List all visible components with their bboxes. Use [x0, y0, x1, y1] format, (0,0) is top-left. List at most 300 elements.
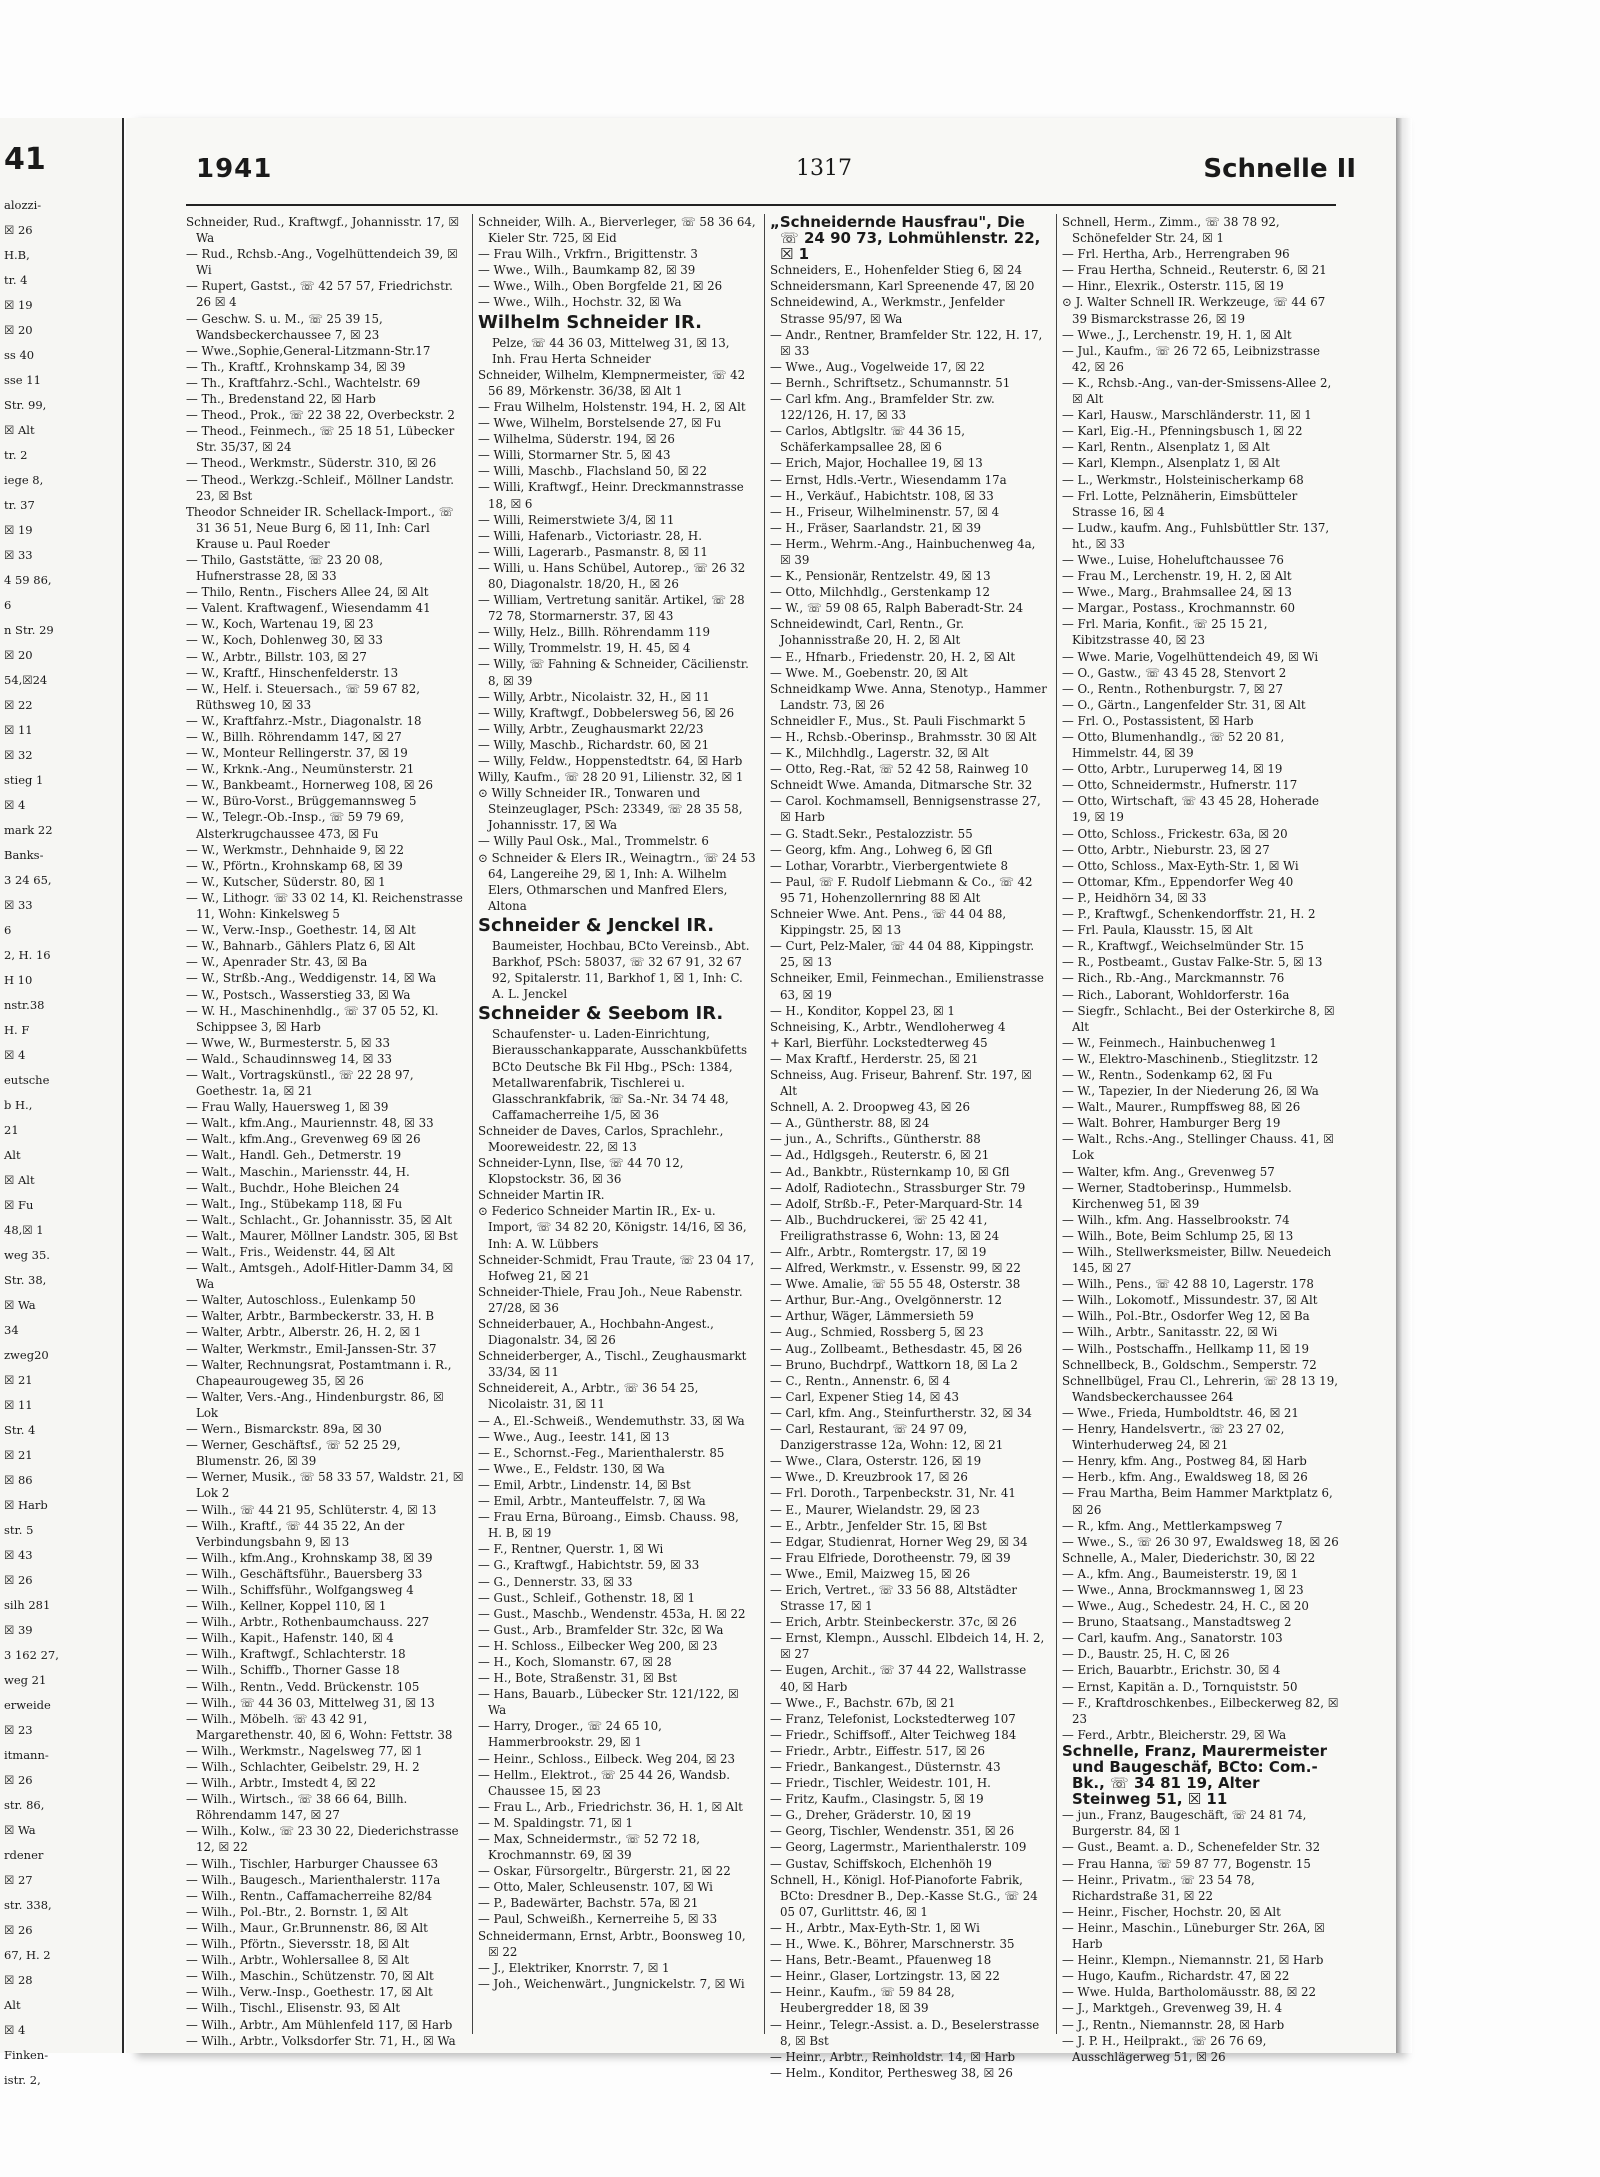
column-4 — [1062, 214, 1340, 2064]
directory-entry: — K., Milchhdlg., Lagerstr. 32, ☒ Alt — [770, 746, 989, 761]
directory-entry: — Walter, Werkmstr., Emil-Janssen-Str. 37 — [186, 1341, 437, 1356]
directory-entry: — Carol. Kochmamsell, Bennigsenstrasse 27, ☒ Harb — [770, 794, 1041, 825]
directory-entry: — Margar., Postass., Krochmannstr. 60 — [1062, 601, 1296, 616]
firm-advertisement-text: Pelze, ☏ 44 36 03, Mittelweg 31, ☒ 13, Inh. Frau Herta Schneider — [492, 335, 730, 366]
directory-entry: — Andr., Rentner, Bramfelder Str. 122, H. 17, ☒ 33 — [770, 327, 1043, 358]
directory-entry: Schneidler F., Mus., St. Pauli Fischmarkt 5 — [770, 713, 1026, 728]
directory-entry: — W., Strßb.-Ang., Weddigenstr. 14, ☒ Wa — [186, 971, 437, 986]
directory-entry: — F., Rentner, Querstr. 1, ☒ Wi — [478, 1542, 664, 1557]
directory-entry: — P., Kraftwgf., Schenkendorffstr. 21, H. 2 — [1062, 907, 1316, 922]
directory-entry: — W., Feinmech., Hainbuchenweg 1 — [1062, 1035, 1277, 1050]
directory-entry: — Wwe. Amalie, ☏ 55 55 48, Osterstr. 38 — [770, 1277, 1021, 1292]
directory-entry: — Theod., Werkmstr., Süderstr. 310, ☒ 26 — [186, 456, 437, 471]
directory-entry: — Heinr., Klempn., Niemannstr. 21, ☒ Harb — [1062, 1953, 1324, 1968]
left-page-text-fragment: Alt — [4, 1998, 21, 2012]
directory-entry: — Siegfr., Schlacht., Bei der Osterkirche 8, ☒ Alt — [1062, 1003, 1335, 1034]
directory-entry: — Karl, Rentn., Alsenplatz 1, ☒ Alt — [1062, 440, 1270, 455]
directory-entry: — O., Rentn., Rothenburgstr. 7, ☒ 27 — [1062, 681, 1284, 696]
directory-entry: — Wilh., Maur., Gr.Brunnenstr. 86, ☒ Alt — [186, 1920, 428, 1935]
left-page-text-fragment: ☒ 4 — [4, 2023, 26, 2037]
directory-entry: — Carl, kfm. Ang., Steinfurtherstr. 32, ☒ 34 — [770, 1405, 1032, 1420]
directory-entry: Schneidereit, A., Arbtr., ☏ 36 54 25, Nicolaistr. 31, ☒ 11 — [478, 1381, 699, 1412]
directory-entry: — Erich, Bauarbtr., Erichstr. 30, ☒ 4 — [1062, 1663, 1281, 1678]
directory-entry: — Wwe, Wilhelm, Borstelsende 27, ☒ Fu — [478, 416, 722, 431]
left-page-text-fragment: 6 — [4, 923, 12, 937]
directory-entry: — Gust., Schleif., Gothenstr. 18, ☒ 1 — [478, 1590, 696, 1605]
directory-entry: — H., Rchsb.-Oberinsp., Brahmsstr. 30 ☒ Alt — [770, 730, 1037, 744]
firm-advertisement-heading: Wilhelm Schneider IR. — [478, 311, 703, 333]
directory-entry: — Arthur, Wäger, Lämmersieth 59 — [770, 1309, 974, 1324]
directory-entry: — Eugen, Archit., ☏ 37 44 22, Wallstrasse 40, ☒ Harb — [770, 1663, 1027, 1694]
directory-entry: Schnell, A. 2. Droopweg 43, ☒ 26 — [770, 1100, 971, 1115]
directory-entry: — Wwe., Aug., Vogelweide 17, ☒ 22 — [770, 359, 985, 374]
column-3 — [770, 213, 1048, 2080]
left-page-text-fragment: Str. 99, — [4, 398, 47, 412]
directory-entry: — R., kfm. Ang., Mettlerkampsweg 7 — [1062, 1518, 1283, 1533]
directory-entry: — Franz, Telefonist, Lockstedterweg 107 — [770, 1711, 1016, 1726]
directory-entry: — Arthur, Bur.-Ang., Ovelgönnerstr. 12 — [770, 1293, 1002, 1308]
directory-entry: — Hans, Bauarb., Lübecker Str. 121/122, ☒ Wa — [478, 1687, 739, 1718]
directory-entry: — Ludw., kaufm. Ang., Fuhlsbüttler Str. 137, ht., ☒ 33 — [1062, 520, 1330, 551]
directory-entry: — Wald., Schaudinnsweg 14, ☒ 33 — [186, 1051, 392, 1066]
directory-entry: — H., Konditor, Koppel 23, ☒ 1 — [770, 1003, 955, 1018]
directory-entry: — Wilh., Geschäftsführ., Bauersberg 33 — [186, 1566, 423, 1581]
directory-entry: — W. H., Maschinenhdlg., ☏ 37 05 52, Kl. Schippsee 3, ☒ Harb — [186, 1003, 439, 1034]
directory-entry: — Alfred, Werkmstr., v. Essenstr. 99, ☒ 22 — [770, 1261, 1021, 1276]
directory-entry: — W., Apenrader Str. 43, ☒ Ba — [186, 955, 368, 970]
directory-entry: — W., Lithogr. ☏ 33 02 14, Kl. Reichenstrasse 11, Wohn: Kinkelsweg 5 — [186, 890, 463, 922]
directory-entry: — Erich, Arbtr. Steinbeckerstr. 37c, ☒ 26 — [770, 1615, 1017, 1630]
page-edge-shadow — [1396, 118, 1412, 2053]
directory-entry: — M. Spaldingstr. 71, ☒ 1 — [478, 1815, 634, 1830]
directory-entry: Schneidewindt, Carl, Rentn., Gr. Johannisstraße 20, H. 2, ☒ Alt — [770, 617, 964, 648]
directory-entry: — Karl, Klempn., Alsenplatz 1, ☒ Alt — [1062, 456, 1280, 471]
directory-entry: — Wilh., Schiffb., Thorner Gasse 18 — [186, 1663, 400, 1678]
left-page-text-fragment: Str. 38, — [4, 1273, 47, 1287]
directory-entry: — Wilh., Kraftf., ☏ 44 35 22, An der Verbindungsbahn 9, ☒ 13 — [186, 1518, 405, 1549]
directory-entry: — Frau Erna, Büroang., Eimsb. Chauss. 98, H. B, ☒ 19 — [478, 1510, 739, 1541]
directory-entry: — Wilh., Kraftwgf., Schlachterstr. 18 — [186, 1647, 406, 1662]
directory-entry: — P., Heidhörn 34, ☒ 33 — [1062, 890, 1207, 905]
firm-advertisement-heading: Schneider & Seebom IR. — [478, 1003, 724, 1025]
directory-entry: — Wwe. Marie, Vogelhüttendeich 49, ☒ Wi — [1062, 649, 1319, 664]
directory-entry: — Curt, Pelz-Maler, ☏ 44 04 88, Kippingstr. 25, ☒ 13 — [770, 939, 1035, 970]
directory-entry: — Willi, Maschb., Flachsland 50, ☒ 22 — [478, 464, 708, 479]
directory-entry: — Gust., Beamt. a. D., Schenefelder Str. 32 — [1062, 1840, 1321, 1855]
left-page-text-fragment: sse 11 — [4, 373, 41, 387]
directory-entry: — Wilh., Pförtn., Sieversstr. 18, ☒ Alt — [186, 1937, 410, 1952]
directory-entry: — Georg, Lagermstr., Marienthalerstr. 109 — [770, 1840, 1027, 1855]
directory-entry: — Rich., Laborant, Wohldorferstr. 16a — [1062, 987, 1290, 1002]
directory-entry: Willy, Kaufm., ☏ 28 20 91, Lilienstr. 32, ☒ 1 — [478, 770, 744, 785]
directory-entry: — Wilh., Schiffsführ., Wolfgangsweg 4 — [186, 1582, 414, 1597]
directory-entry: — Carl, kaufm. Ang., Sanatorstr. 103 — [1062, 1631, 1283, 1646]
directory-entry: — Willi, u. Hans Schübel, Autorep., ☏ 26 32 80, Diagonalstr. 18/20, H., ☒ 26 — [478, 560, 746, 591]
directory-entry: — Wwe., S., ☏ 26 30 97, Ewaldsweg 18, ☒ 26 — [1062, 1534, 1339, 1549]
directory-entry: — Walt., Maurer, Möllner Landstr. 305, ☒ Bst — [186, 1228, 458, 1243]
directory-entry: — Th., Kraftfahrz.-Schl., Wachtelstr. 69 — [186, 375, 421, 390]
left-page-text-fragment: 3 162 27, — [4, 1648, 59, 1662]
directory-entry: — A., El.-Schweiß., Wendemuthstr. 33, ☒ Wa — [478, 1413, 745, 1428]
directory-entry: — J., Marktgeh., Grevenweg 39, H. 4 — [1062, 2001, 1283, 2016]
directory-entry: — Wilh., Arbtr., Volksdorfer Str. 71, H., ☒ Wa — [186, 2033, 456, 2048]
directory-entry: — Otto, Reg.-Rat, ☏ 52 42 58, Rainweg 10 — [770, 762, 1029, 777]
directory-entry: — Jul., Kaufm., ☏ 26 72 65, Leibnizstrasse 42, ☒ 26 — [1062, 343, 1320, 374]
directory-entry: — Willi, Lagerarb., Pasmanstr. 8, ☒ 11 — [478, 544, 708, 559]
directory-entry: Schnelle, Franz, Maurermeister und Baugeschäf, BCto: Com.-Bk., ☏ 34 81 19, Alter Steinweg 51, ☒ 11 — [1062, 1741, 1328, 1809]
directory-entry: — W., Büro-Vorst., Brüggemannsweg 5 — [186, 794, 417, 809]
directory-entry: — Wilh., Maschin., Schützenstr. 70, ☒ Alt — [186, 1969, 434, 1984]
page-year: 1941 — [196, 154, 273, 184]
left-page-text-fragment: itmann- — [4, 1748, 49, 1762]
left-page-text-fragment: 54,☒24 — [4, 673, 48, 687]
directory-entry: — Ernst, Hdls.-Vertr., Wiesendamm 17a — [770, 472, 1007, 487]
directory-entry: — Walt., Fris., Weidenstr. 44, ☒ Alt — [186, 1245, 395, 1259]
directory-entry: Schneider, Wilhelm, Klempnermeister, ☏ 42 56 89, Mörkenstr. 36/38, ☒ Alt 1 — [478, 367, 746, 398]
directory-entry: — Wilh., Werkmstr., Nagelsweg 77, ☒ 1 — [186, 1743, 423, 1758]
left-page-text-fragment: zweg20 — [4, 1348, 49, 1362]
directory-entry: — Wilh., Rentn., Caffamacherreihe 82/84 — [186, 1888, 433, 1903]
directory-entry: — E., Schornst.-Feg., Marienthalerstr. 85 — [478, 1445, 725, 1460]
left-page-text-fragment: 21 — [4, 1123, 19, 1137]
directory-entry: — Max, Schneidermstr., ☏ 52 72 18, Krochmannstr. 69, ☒ 39 — [478, 1832, 700, 1863]
directory-entry: Schneiker, Emil, Feinmechan., Emilienstrasse 63, ☒ 19 — [770, 971, 1044, 1002]
directory-entry: — Ottomar, Kfm., Eppendorfer Weg 40 — [1062, 874, 1294, 889]
directory-entry: — Frl. Hertha, Arb., Herrengraben 96 — [1062, 247, 1290, 262]
directory-entry: — Frl. Doroth., Tarpenbeckstr. 31, Nr. 41 — [770, 1486, 1016, 1501]
left-page-text-fragment: alozzi- — [4, 198, 42, 212]
left-page-text-fragment: 3 24 65, — [4, 873, 52, 887]
directory-entry: — Willy, Helz., Billh. Röhrendamm 119 — [478, 625, 710, 640]
directory-entry: — W., Helf. i. Steuersach., ☏ 59 67 82, Rüthsweg 10, ☒ 33 — [186, 681, 420, 712]
left-page-text-fragment: str. 5 — [4, 1523, 34, 1537]
directory-entry: ⊙ J. Walter Schnell IR. Werkzeuge, ☏ 44 67 39 Bismarckstrasse 26, ☒ 19 — [1062, 295, 1326, 326]
directory-entry: — Erich, Major, Hochallee 19, ☒ 13 — [770, 456, 983, 471]
directory-entry: — Bruno, Buchdrpf., Wattkorn 18, ☒ La 2 — [770, 1357, 1018, 1372]
directory-entry: — Th., Bredenstand 22, ☒ Harb — [186, 392, 376, 407]
directory-entry: — Valent. Kraftwagenf., Wiesendamm 41 — [186, 601, 431, 616]
directory-entry: — Wwe., Aug., Ieestr. 141, ☒ 13 — [478, 1429, 670, 1444]
directory-entry: — Walt., Amtsgeh., Adolf-Hitler-Damm 34, ☒ Wa — [186, 1261, 454, 1292]
directory-entry: — Alb., Buchdruckerei, ☏ 25 42 41, Freiligrathstrasse 6, Wohn: 13, ☒ 24 — [770, 1212, 1000, 1243]
directory-entry: — Walter, Arbtr., Alberstr. 26, H. 2, ☒ 1 — [186, 1325, 422, 1340]
directory-entry: — Frau Wally, Hauersweg 1, ☒ 39 — [186, 1100, 389, 1115]
left-page-text-fragment: ☒ 33 — [4, 898, 33, 912]
directory-entry: — Werner, Musik., ☏ 58 33 57, Waldstr. 21, ☒ Lok 2 — [186, 1470, 464, 1501]
directory-entry: — P., Badewärter, Bachstr. 57a, ☒ 21 — [478, 1896, 699, 1911]
directory-entry: Schnell, Herm., Zimm., ☏ 38 78 92, Schönefelder Str. 24, ☒ 1 — [1062, 215, 1280, 246]
directory-entry: — E., Maurer, Wielandstr. 29, ☒ 23 — [770, 1502, 980, 1517]
directory-entry: Schneiss, Aug. Friseur, Bahrenf. Str. 197, ☒ Alt — [770, 1067, 1032, 1099]
directory-entry: — Friedr., Arbtr., Eiffestr. 517, ☒ 26 — [770, 1743, 986, 1758]
directory-entry: — W., Verw.-Insp., Goethestr. 14, ☒ Alt — [186, 923, 416, 938]
left-page-text-fragment: Finken- — [4, 2048, 49, 2062]
column-2 — [478, 214, 756, 2034]
directory-entry: — Walter, Vers.-Ang., Hindenburgstr. 86, ☒ Lok — [186, 1389, 444, 1420]
left-page-text-fragment: ☒ 26 — [4, 1923, 33, 1937]
directory-entry: — Carl, Expener Stieg 14, ☒ 43 — [770, 1389, 960, 1404]
directory-entry: Schnell, H., Königl. Hof-Pianoforte Fabrik, BCto: Dresdner B., Dep.-Kasse St.G., ☏ 24 05 07, Gurlittstr. 46, ☒ 1 — [770, 1872, 1038, 1919]
directory-entry: — Rich., Rb.-Ang., Marckmannstr. 76 — [1062, 971, 1285, 986]
directory-entry: — Oskar, Fürsorgeltr., Bürgerstr. 21, ☒ 22 — [478, 1864, 731, 1879]
directory-entry: — Georg, kfm. Ang., Lohweg 6, ☒ Gfl — [770, 842, 993, 857]
directory-entry: — Walt., kfm.Ang., Grevenweg 69 ☒ 26 — [186, 1132, 421, 1147]
directory-entry: — Otto, Maler, Schleusenstr. 107, ☒ Wi — [478, 1880, 713, 1895]
firm-advertisement-heading: Schneider & Jenckel IR. — [478, 914, 715, 936]
directory-entry: — Theod., Werkzg.-Schleif., Möllner Landstr. 23, ☒ Bst — [186, 472, 454, 503]
directory-entry: — Gustav, Schiffskoch, Elchenhöh 19 — [770, 1856, 992, 1871]
directory-entry: Schneider-Schmidt, Frau Traute, ☏ 23 04 17, Hofweg 21, ☒ 21 — [478, 1252, 755, 1283]
directory-entry: — Gust., Arb., Bramfelder Str. 32c, ☒ Wa — [478, 1622, 724, 1637]
directory-entry: — W., Kraftfahrz.-Mstr., Diagonalstr. 18 — [186, 713, 422, 728]
directory-entry: — Bruno, Staatsang., Manstadtsweg 2 — [1062, 1615, 1292, 1630]
directory-entry: — Frau Hanna, ☏ 59 87 77, Bogenstr. 15 — [1062, 1856, 1311, 1871]
directory-entry: — Wilh., Verw.-Insp., Goethestr. 17, ☒ Alt — [186, 1985, 433, 2000]
directory-entry: Schneider de Daves, Carlos, Sprachlehr., Mooreweidestr. 22, ☒ 13 — [478, 1123, 724, 1154]
columns — [186, 213, 1339, 2080]
column-divider — [1056, 214, 1057, 2034]
directory-entry: — Wwe., Luise, Hoheluftchaussee 76 — [1062, 552, 1284, 567]
directory-entry: — Willy, Arbtr., Zeughausmarkt 22/23 — [478, 721, 704, 736]
directory-entry: — C., Rentn., Annenstr. 6, ☒ 4 — [770, 1373, 951, 1388]
directory-entry: — Wwe.,Sophie,General-Litzmann-Str.17 — [186, 343, 431, 358]
directory-entry: — Theod., Prok., ☏ 22 38 22, Overbeckstr. 2 — [186, 408, 455, 423]
directory-entry: — Frau M., Lerchenstr. 19, H. 2, ☒ Alt — [1062, 569, 1292, 584]
header-rule — [186, 204, 1336, 206]
directory-entry: — jun., A., Schrifts., Güntherstr. 88 — [770, 1132, 981, 1147]
directory-entry: — Hans, Betr.-Beamt., Pfauenweg 18 — [770, 1953, 992, 1968]
directory-entry: — Walt. Bohrer, Hamburger Berg 19 — [1062, 1116, 1281, 1131]
directory-entry: — Willy, Maschb., Richardstr. 60, ☒ 21 — [478, 737, 710, 752]
directory-entry: — Hinr., Elexrik., Osterstr. 115, ☒ 19 — [1062, 279, 1284, 294]
directory-entry: Schneider-Thiele, Frau Joh., Neue Rabenstr. 27/28, ☒ 36 — [478, 1284, 743, 1315]
directory-entry: — O., Gastw., ☏ 43 45 28, Stenvort 2 — [1062, 665, 1287, 680]
left-page-text-fragment: ☒ 20 — [4, 323, 33, 337]
left-page-text-fragment: ☒ Fu — [4, 1198, 34, 1212]
directory-entry: — W., Rentn., Sodenkamp 62, ☒ Fu — [1062, 1067, 1273, 1082]
left-page-text-fragment: ☒ 11 — [4, 1398, 33, 1412]
column-divider — [472, 214, 473, 2034]
directory-entry: — O., Gärtn., Langenfelder Str. 31, ☒ Alt — [1062, 697, 1306, 712]
directory-entry: — H. Schloss., Eilbecker Weg 200, ☒ 23 — [478, 1638, 718, 1653]
directory-entry: — H., Friseur, Wilhelminenstr. 57, ☒ 4 — [770, 504, 1000, 519]
directory-entry: — Adolf, Strßb.-F., Peter-Marquard-Str. 14 — [770, 1196, 1023, 1211]
directory-entry: — Wilh., ☏ 44 36 03, Mittelweg 31, ☒ 13 — [186, 1695, 435, 1710]
left-page-text-fragment: ☒ Wa — [4, 1298, 36, 1312]
directory-entry: — Heinr., Kaufm., ☏ 59 84 28, Heubergredder 18, ☒ 39 — [770, 1985, 955, 2016]
directory-entry: — Frau Elfriede, Dorotheenstr. 79, ☒ 39 — [770, 1550, 1011, 1565]
column-1 — [186, 214, 464, 2048]
directory-entry: — Wilh., Pens., ☏ 42 88 10, Lagerstr. 178 — [1062, 1277, 1314, 1292]
directory-entry: — Frau Martha, Beim Hammer Marktplatz 6, ☒ 26 — [1062, 1486, 1333, 1517]
directory-entry: — Ad., Hdlgsgeh., Reuterstr. 6, ☒ 21 — [770, 1148, 990, 1163]
left-page-text-fragment: 2, H. 16 — [4, 948, 51, 962]
directory-entry: — H., Bote, Straßenstr. 31, ☒ Bst — [478, 1671, 677, 1686]
directory-entry: — Heinr., Privatm., ☏ 23 54 78, Richardstraße 31, ☒ 22 — [1062, 1872, 1255, 1903]
directory-entry: — Wilh., ☏ 44 21 95, Schlüterstr. 4, ☒ 13 — [186, 1502, 437, 1517]
directory-entry: — H., Fräser, Saarlandstr. 21, ☒ 39 — [770, 520, 982, 535]
directory-entry: — Harry, Droger., ☏ 24 65 10, Hammerbrookstr. 29, ☒ 1 — [478, 1719, 662, 1750]
left-page-text-fragment: iege 8, — [4, 473, 44, 487]
directory-entry: — Otto, Schneidermstr., Hufnerstr. 117 — [1062, 778, 1298, 793]
directory-entry: — E., Arbtr., Jenfelder Str. 15, ☒ Bst — [770, 1518, 987, 1533]
directory-entry: — Ad., Bankbtr., Rüsternkamp 10, ☒ Gfl — [770, 1164, 1010, 1179]
directory-entry: — Wilh., Tischler, Harburger Chaussee 63 — [186, 1856, 439, 1871]
left-page-text-fragment: 67, H. 2 — [4, 1948, 51, 1962]
directory-entry: — W., Postsch., Wasserstieg 33, ☒ Wa — [186, 987, 411, 1002]
left-page-text-fragment: silh 281 — [4, 1598, 51, 1612]
directory-entry: — Heinr., Fischer, Hochstr. 20, ☒ Alt — [1062, 1904, 1281, 1919]
directory-entry: — Paul, Schweißh., Kernerreihe 5, ☒ 33 — [478, 1912, 718, 1927]
left-page-text-fragment: Str. 4 — [4, 1423, 36, 1437]
directory-entry: — Helm., Konditor, Perthesweg 38, ☒ 26 — [770, 2065, 1013, 2080]
directory-entry: — J., Rentn., Niemannstr. 28, ☒ Harb — [1062, 2017, 1285, 2032]
directory-entry: — W., Werkmstr., Dehnhaide 9, ☒ 22 — [186, 842, 405, 857]
directory-entry: — Willi, Hafenarb., Victoriastr. 28, H. — [478, 528, 702, 543]
directory-entry: — Willy, Kraftwgf., Dobbelersweg 56, ☒ 26 — [478, 705, 735, 720]
directory-entry: Schneiderberger, A., Tischl., Zeughausmarkt 33/34, ☒ 11 — [478, 1349, 747, 1380]
directory-entry: — Wwe. Hulda, Bartholomäusstr. 88, ☒ 22 — [1062, 1985, 1317, 2000]
directory-entry: — Heinr., Telegr.-Assist. a. D., Beselerstrasse 8, ☒ Bst — [770, 2017, 1040, 2048]
directory-entry: — Georg, Tischler, Wendenstr. 351, ☒ 26 — [770, 1824, 1015, 1839]
directory-entry: — Willy, Arbtr., Nicolaistr. 32, H., ☒ 11 — [478, 689, 710, 704]
column-divider — [764, 214, 765, 2034]
directory-entry: — Otto, Blumenhandlg., ☏ 52 20 81, Himmelstr. 44, ☒ 39 — [1062, 730, 1285, 761]
directory-entry: — Walt., Buchdr., Hohe Bleichen 24 — [186, 1180, 400, 1195]
directory-entry: — Henry, Handelsvertr., ☏ 23 27 02, Winterhuderweg 24, ☒ 21 — [1062, 1422, 1285, 1453]
directory-entry: — jun., Franz, Baugeschäft, ☏ 24 81 74, Burgerstr. 84, ☒ 1 — [1062, 1808, 1307, 1839]
directory-entry: — Alfr., Arbtr., Romtergstr. 17, ☒ 19 — [770, 1245, 987, 1259]
left-page-text-fragment: 6 — [4, 598, 12, 612]
directory-entry: Schnellbügel, Frau Cl., Lehrerin, ☏ 28 13 19, Wandsbeckerchaussee 264 — [1062, 1373, 1338, 1404]
directory-entry: — Frau Hertha, Schneid., Reuterstr. 6, ☒ 21 — [1062, 263, 1327, 278]
directory-entry: — Friedr., Schiffsoff., Alter Teichweg 184 — [770, 1727, 1017, 1742]
directory-entry: — Wilh., Tischl., Elisenstr. 93, ☒ Alt — [186, 2001, 401, 2016]
left-page-text-fragment: nstr.38 — [4, 998, 45, 1012]
left-page-text-fragment: ☒ 86 — [4, 1473, 33, 1487]
left-page-text-fragment: 48,☒ 1 — [4, 1223, 44, 1237]
directory-entry: — J., Elektriker, Knorrstr. 7, ☒ 1 — [478, 1960, 670, 1975]
running-head: Schnelle II — [1203, 154, 1356, 184]
left-page-text-fragment: ☒ 32 — [4, 748, 33, 762]
left-page-text-fragment: 34 — [4, 1323, 19, 1337]
directory-entry: — Wwe, W., Burmesterstr. 5, ☒ 33 — [186, 1035, 391, 1050]
directory-entry: Schneising, K., Arbtr., Wendloherweg 4 — [770, 1019, 1006, 1034]
directory-entry: — Rupert, Gastst., ☏ 42 57 57, Friedrichstr. 26 ☒ 4 — [186, 279, 453, 310]
left-page-text-fragment: ☒ 43 — [4, 1548, 33, 1562]
directory-entry: — Walter, kfm. Ang., Grevenweg 57 — [1062, 1164, 1275, 1179]
directory-entry: — Heinr., Maschin., Lüneburger Str. 26A, ☒ Harb — [1062, 1920, 1325, 1952]
directory-entry: — William, Vertretung sanitär. Artikel, ☏ 28 72 78, Stormarnerstr. 37, ☒ 43 — [478, 593, 745, 624]
directory-entry: — Herb., kfm. Ang., Ewaldsweg 18, ☒ 26 — [1062, 1470, 1308, 1485]
directory-entry: — A., kfm. Ang., Baumeisterstr. 19, ☒ 1 — [1062, 1566, 1299, 1581]
directory-entry: ⊙ Federico Schneider Martin IR., Ex- u. Import, ☏ 34 82 20, Königstr. 14/16, ☒ 36, Inh: A. W. Lübbers — [478, 1204, 747, 1251]
firm-advertisement-text: Schaufenster- u. Laden-Einrichtung, Bierausschankapparate, Ausschankbüfetts BCto Deutsche Bk Fil Hbg., PSch: 1384, Metallwarenfabrik, Tischlerei u. Glasschrankfabrik, ☏ Sa.-Nr. 34 74 48, Caffamacherreihe 1/5, ☒ 36 — [492, 1027, 748, 1122]
directory-entry: — Willy, Feldw., Hoppenstedtstr. 64, ☒ Harb — [478, 754, 743, 768]
left-page-text-fragment: ☒ Alt — [4, 1173, 35, 1187]
directory-entry: — Wern., Bismarckstr. 89a, ☒ 30 — [186, 1422, 382, 1437]
directory-entry: — Otto, Arbtr., Nieburstr. 23, ☒ 27 — [1062, 842, 1270, 857]
left-page-text-fragment: ☒ 26 — [4, 1773, 33, 1787]
directory-entry: — H., Verkäuf., Habichtstr. 108, ☒ 33 — [770, 488, 994, 503]
directory-entry: — Otto, Schloss., Frickestr. 63a, ☒ 20 — [1062, 826, 1288, 841]
directory-entry: — Willi, Stormarner Str. 5, ☒ 43 — [478, 448, 671, 463]
directory-entry: — Willy, Trommelstr. 19, H. 45, ☒ 4 — [478, 641, 691, 656]
directory-entry: — W., Telegr.-Ob.-Insp., ☏ 59 79 69, Alsterkrugchaussee 473, ☒ Fu — [186, 810, 405, 841]
directory-entry: — Wilh., Rentn., Vedd. Brückenstr. 105 — [186, 1679, 420, 1694]
left-page-text-fragment: ☒ Harb — [4, 1498, 48, 1512]
directory-entry: — W., Tapezier, In der Niederung 26, ☒ Wa — [1062, 1084, 1319, 1099]
directory-entry: — Wwe., Wilh., Baumkamp 82, ☒ 39 — [478, 263, 696, 278]
directory-entry: — Walt., Maschin., Mariensstr. 44, H. — [186, 1164, 410, 1179]
left-page-text-fragment: ss 40 — [4, 348, 35, 362]
directory-entry: Schneidersmann, Karl Spreenende 47, ☒ 20 — [770, 279, 1035, 294]
directory-entry: — Wwe., Marg., Brahmsallee 24, ☒ 13 — [1062, 585, 1292, 600]
directory-entry: — Wilh., Arbtr., Rothenbaumchauss. 227 — [186, 1615, 430, 1630]
directory-entry: — Frau Wilhelm, Holstenstr. 194, H. 2, ☒ Alt — [478, 399, 746, 414]
directory-entry: — Aug., Zollbeamt., Bethesdastr. 45, ☒ 26 — [770, 1341, 1023, 1356]
directory-entry: — Wilh., Kapit., Hafenstr. 140, ☒ 4 — [186, 1631, 394, 1646]
directory-entry: — D., Baustr. 25, H. C, ☒ 26 — [1062, 1647, 1230, 1662]
directory-entry: — Bernh., Schriftsetz., Schumannstr. 51 — [770, 375, 1011, 390]
directory-entry: — Wwe., Aug., Schedestr. 24, H. C., ☒ 20 — [1062, 1599, 1309, 1614]
directory-entry: — Geschw. S. u. M., ☏ 25 39 15, Wandsbeckerchaussee 7, ☒ 23 — [186, 311, 383, 342]
directory-entry: — Wilhelma, Süderstr. 194, ☒ 26 — [478, 432, 675, 447]
directory-entry: — Herm., Wehrm.-Ang., Hainbuchenweg 4a, ☒ 39 — [770, 536, 1036, 567]
left-page-text-fragment: istr. 2, — [4, 2073, 41, 2087]
directory-entry: — Frau L., Arb., Friedrichstr. 36, H. 1, ☒ Alt — [478, 1799, 743, 1814]
left-page-text-fragment: ☒ 21 — [4, 1448, 33, 1462]
directory-entry: — H., Wwe. K., Böhrer, Marschnerstr. 35 — [770, 1937, 1015, 1952]
directory-entry: „Schneidernde Hausfrau", Die ☏ 24 90 73, Lohmühlenstr. 22, ☒ 1 — [770, 213, 1041, 264]
directory-entry: Schneider-Lynn, Ilse, ☏ 44 70 12, Klopstockstr. 36, ☒ 36 — [478, 1156, 684, 1187]
directory-entry: — W., Pförtn., Krohnskamp 68, ☒ 39 — [186, 858, 403, 873]
directory-entry: — Fritz, Kaufm., Clasingstr. 5, ☒ 19 — [770, 1792, 984, 1807]
directory-entry: — L., Werkmstr., Holsteinischerkamp 68 — [1062, 472, 1304, 487]
directory-entry: — Walt., Rchs.-Ang., Stellinger Chauss. 41, ☒ Lok — [1062, 1132, 1334, 1163]
directory-entry: — K., Pensionär, Rentzelstr. 49, ☒ 13 — [770, 569, 991, 584]
directory-entry: — G., Kraftwgf., Habichtstr. 59, ☒ 33 — [478, 1558, 700, 1573]
left-page-text-fragment: ☒ 39 — [4, 1623, 33, 1637]
directory-entry: — Karl, Eig.-H., Pfenningsbusch 1, ☒ 22 — [1062, 424, 1303, 439]
directory-entry: — W., ☏ 59 08 65, Ralph Baberadt-Str. 24 — [770, 601, 1024, 616]
directory-entry: — Hellm., Elektrot., ☏ 25 44 26, Wandsb. Chaussee 15, ☒ 23 — [478, 1767, 730, 1798]
directory-entry: — Walt., Ing., Stübekamp 118, ☒ Fu — [186, 1196, 403, 1211]
directory-entry: — R., Kraftwgf., Weichselmünder Str. 15 — [1062, 939, 1305, 954]
directory-page — [126, 118, 1396, 2080]
directory-entry: — Max Kraftf., Herderstr. 25, ☒ 21 — [770, 1051, 979, 1066]
directory-entry: — E., Hfnarb., Friedenstr. 20, H. 2, ☒ Alt — [770, 649, 1016, 664]
left-page-text-fragment: ☒ 21 — [4, 1373, 33, 1387]
directory-entry: — Rud., Rchsb.-Ang., Vogelhüttendeich 39, ☒ Wi — [186, 247, 458, 278]
left-page-text-fragment: ☒ 19 — [4, 298, 33, 312]
directory-entry: ⊙ Schneider & Elers IR., Weinagtrn., ☏ 24 53 64, Langereihe 29, ☒ 1, Inh: A. Wilhelm Elers, Othmarschen und Manfred Elers, Altona — [478, 850, 756, 913]
directory-entry: — Emil, Arbtr., Lindenstr. 14, ☒ Bst — [478, 1477, 691, 1492]
directory-entry: — Wwe., Wilh., Oben Borgfelde 21, ☒ 26 — [478, 279, 723, 294]
directory-entry: — Wilh., Bote, Beim Schlump 25, ☒ 13 — [1062, 1228, 1294, 1243]
directory-entry: — Wwe. M., Goebenstr. 20, ☒ Alt — [770, 665, 968, 680]
left-page-text-fragment: ☒ Wa — [4, 1823, 36, 1837]
directory-entry: — G., Dreher, Gräderstr. 10, ☒ 19 — [770, 1808, 972, 1823]
left-page-text-fragment: erweide — [4, 1698, 51, 1712]
left-page-text-fragment: tr. 4 — [4, 273, 28, 287]
directory-entry: — W., Kutscher, Süderstr. 80, ☒ 1 — [186, 874, 386, 889]
left-page-text-fragment: n Str. 29 — [4, 623, 54, 637]
left-page-text-fragment: weg 21 — [4, 1673, 47, 1687]
directory-entry: — Willy, ☏ Fahning & Schneider, Cäcilienstr. 8, ☒ 39 — [478, 657, 749, 688]
directory-entry: — Carl kfm. Ang., Bramfelder Str. zw. 122/126, H. 17, ☒ 33 — [770, 392, 995, 423]
directory-entry: — Walt., Maurer., Rumpffsweg 88, ☒ 26 — [1062, 1100, 1301, 1115]
